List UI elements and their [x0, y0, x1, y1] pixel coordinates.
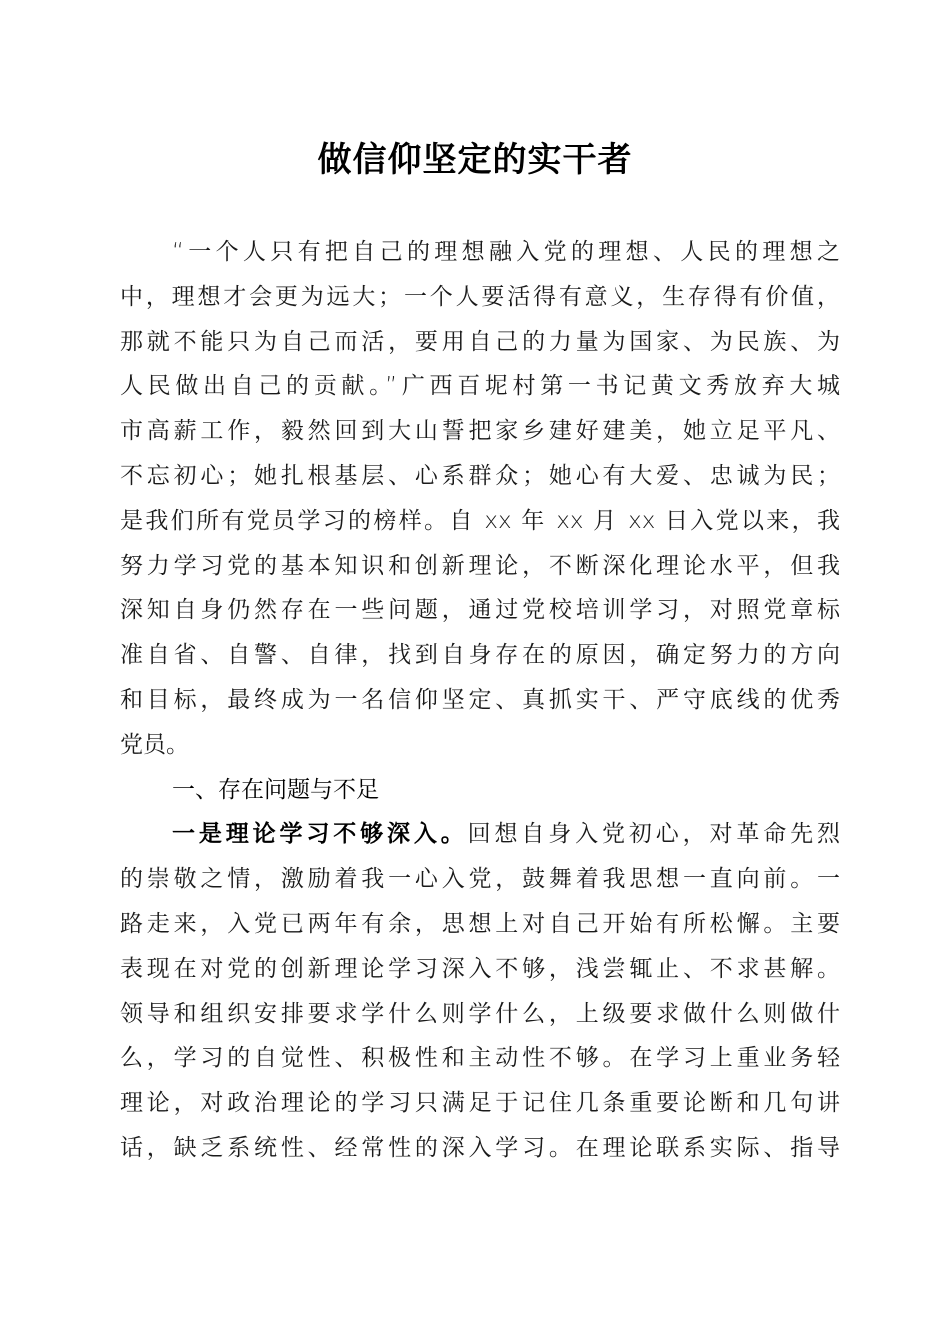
- paragraph-line: 准自省、自警、自律，找到自身存在的原因，确定努力的方向: [120, 642, 840, 669]
- paragraph-line: 是我们所有党员学习的榜样。自 xx 年 xx 月 xx 日入党以来，我: [120, 507, 840, 534]
- intro-paragraph: [120, 230, 840, 768]
- paragraph-line: 党员。: [120, 731, 189, 758]
- paragraph-line: 路走来，入党已两年有余，思想上对自己开始有所松懈。主要: [120, 910, 840, 937]
- paragraph-line: 和目标，最终成为一名信仰坚定、真抓实干、严守底线的优秀: [120, 686, 840, 713]
- section-heading: 一、存在问题与不足: [172, 776, 379, 803]
- paragraph-line: 那就不能只为自己而活，要用自己的力量为国家、为民族、为: [120, 328, 840, 355]
- document-title: 做信仰坚定的实干者: [317, 140, 633, 180]
- paragraph-line: 么，学习的自觉性、积极性和主动性不够。在学习上重业务轻: [120, 1045, 840, 1072]
- paragraph-line: 市高薪工作，毅然回到大山誓把家乡建好建美，她立足平凡、: [120, 418, 840, 445]
- document-body: [120, 230, 840, 1171]
- paragraph-line: 不忘初心；她扎根基层、心系群众；她心有大爱、忠诚为民；: [120, 462, 840, 489]
- paragraph-line: 话，缺乏系统性、经常性的深入学习。在理论联系实际、指导: [120, 1134, 840, 1161]
- paragraph-first-line: [120, 812, 840, 857]
- section-1-point-1: [120, 812, 840, 1170]
- paragraph-line: 表现在对党的创新理论学习深入不够，浅尝辄止、不求甚解。: [120, 955, 840, 982]
- paragraph-line: 的崇敬之情，激励着我一心入党，鼓舞着我思想一直向前。一: [120, 866, 840, 893]
- paragraph-line: 深知自身仍然存在一些问题，通过党校培训学习，对照党章标: [120, 597, 840, 624]
- paragraph-line: 领导和组织安排要求学什么则学什么，上级要求做什么则做什: [120, 1000, 840, 1027]
- paragraph-line: 人民做出自己的贡献。”广西百坭村第一书记黄文秀放弃大城: [120, 373, 840, 400]
- point-lead: 一是理论学习不够深入。: [172, 821, 468, 848]
- paragraph-line: “一个人只有把自己的理想融入党的理想、人民的理想之: [172, 239, 840, 265]
- paragraph-line: 理论，对政治理论的学习只满足于记住几条重要论断和几句讲: [120, 1090, 840, 1117]
- paragraph-line: 努力学习党的基本知识和创新理论，不断深化理论水平，但我: [120, 552, 840, 579]
- paragraph-line: 中，理想才会更为远大；一个人要活得有意义，生存得有价值，: [120, 283, 840, 310]
- point-text: 回想自身入党初心，对革命先烈: [467, 821, 840, 848]
